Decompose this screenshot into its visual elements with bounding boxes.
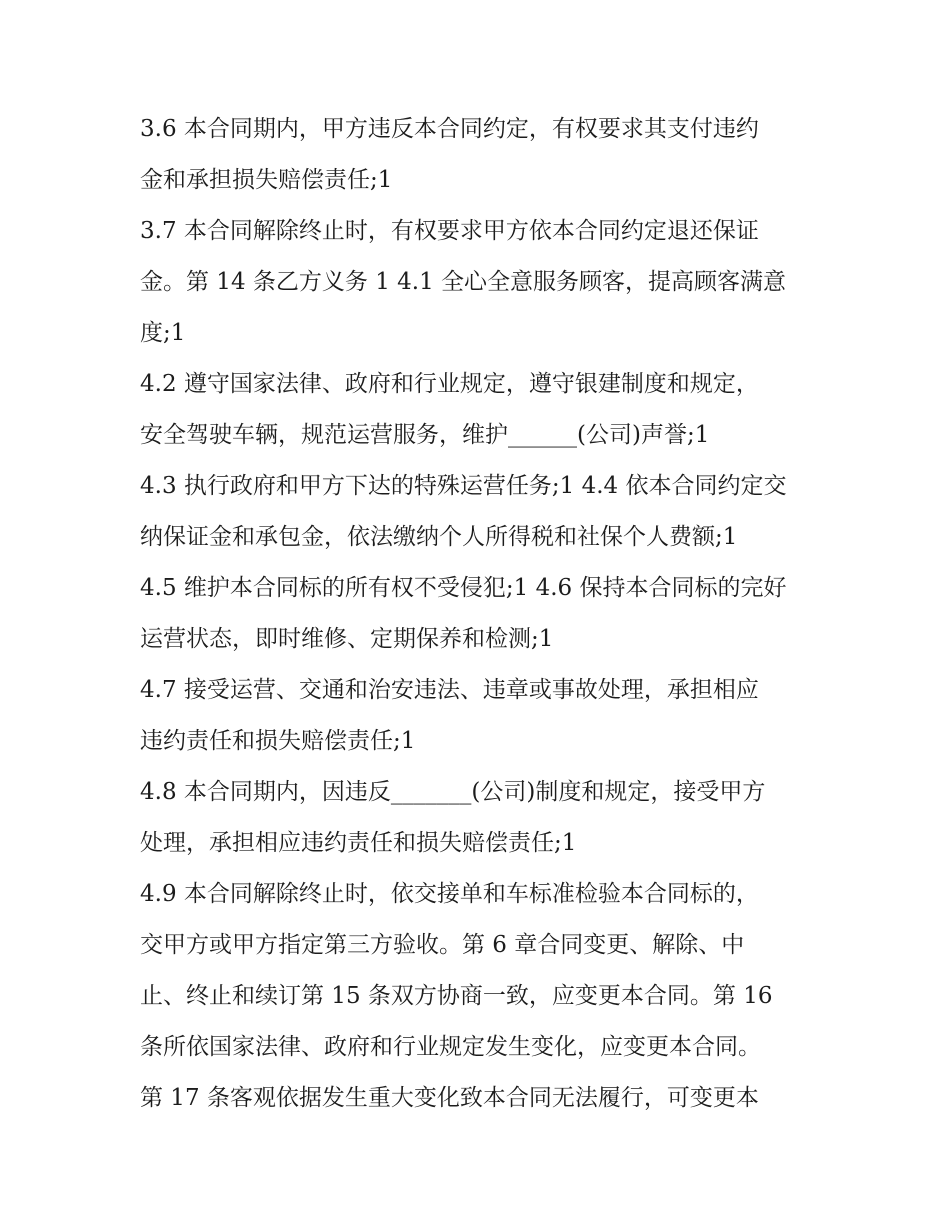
text-line: 度;1 [140, 320, 186, 346]
text-line: 3.6 本合同期内，甲方违反本合同约定，有权要求其支付违约 [140, 116, 759, 142]
text-line: 第 17 条客观依据发生重大变化致本合同无法履行，可变更本 [140, 1085, 759, 1111]
text-line: 条所依国家法律、政府和行业规定发生变化，应变更本合同。 [140, 1034, 761, 1060]
text-line: 4.8 本合同期内，因违反_______(公司)制度和规定，接受甲方 [140, 779, 766, 805]
text-line: 金。第 14 条乙方义务 1 4.1 全心全意服务顾客，提高顾客满意 [140, 269, 787, 295]
text-line: 4.5 维护本合同标的所有权不受侵犯;1 4.6 保持本合同标的完好 [140, 575, 787, 601]
text-line: 处理，承担相应违约责任和损失赔偿责任;1 [140, 830, 577, 856]
text-line: 4.3 执行政府和甲方下达的特殊运营任务;1 4.4 依本合同约定交 [140, 473, 787, 499]
text-line: 4.2 遵守国家法律、政府和行业规定，遵守银建制度和规定， [140, 371, 759, 397]
text-line: 止、终止和续订第 15 条双方协商一致，应变更本合同。第 16 [140, 983, 773, 1009]
text-line: 纳保证金和承包金，依法缴纳个人所得税和社保个人费额;1 [140, 524, 738, 550]
text-line: 违约责任和损失赔偿责任;1 [140, 728, 416, 754]
text-line: 4.7 接受运营、交通和治安违法、违章或事故处理，承担相应 [140, 677, 759, 703]
contract-text [140, 104, 805, 1124]
text-line: 安全驾驶车辆，规范运营服务，维护______(公司)声誉;1 [140, 422, 710, 448]
text-line: 3.7 本合同解除终止时，有权要求甲方依本合同约定退还保证 [140, 218, 759, 244]
text-line: 4.9 本合同解除终止时，依交接单和车标准检验本合同标的， [140, 881, 759, 907]
text-line: 运营状态，即时维修、定期保养和检测;1 [140, 626, 554, 652]
text-line: 金和承担损失赔偿责任;1 [140, 167, 393, 193]
text-line: 交甲方或甲方指定第三方验收。第 6 章合同变更、解除、中 [140, 932, 745, 958]
